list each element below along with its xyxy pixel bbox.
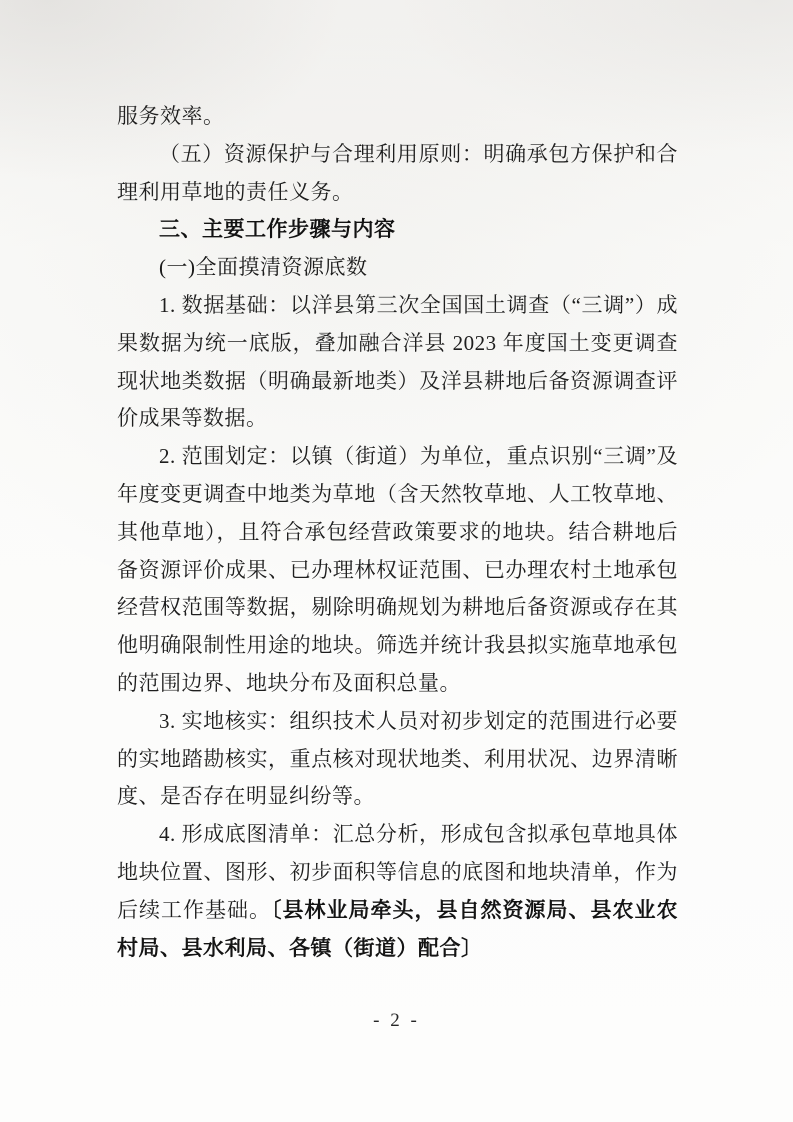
heading-main-work-steps: 三、主要工作步骤与内容 bbox=[159, 218, 396, 242]
paragraph-4-base-map-list bbox=[117, 816, 678, 967]
paragraph-2-scope-delineation: 2. 范围划定：以镇（街道）为单位，重点识别“三调”及年度变更调查中地类为草地（含天然牧草地、人工牧草地、其他草地），且符合承包经营政策要求的地块。结合耕地后备资源评价成果、已办理林权证范围、已办理农村土地承包经营权范围等数据，剔除明确规划为耕地后备资源或存在其他明确限制性用途的地块。筛选并统计我县拟实施草地承包的范围边界、地块分布及面积总量。 bbox=[117, 444, 678, 695]
page-number: - 2 - bbox=[373, 1010, 420, 1031]
paragraph-1-data-foundation: 1. 数据基础：以洋县第三次全国国土调查（“三调”）成果数据为统一底版，叠加融合洋县 2023 年度国土变更调查现状地类数据（明确最新地类）及洋县耕地后备资源调查评价成果等数据。 bbox=[117, 292, 678, 431]
paragraph-principle-five: （五）资源保护与合理利用原则：明确承包方保护和合理利用草地的责任义务。 bbox=[117, 141, 678, 204]
paragraph-3-field-verification: 3. 实地核实：组织技术人员对初步划定的范围进行必要的实地踏勘核实，重点核对现状地类、利用状况、边界清晰度、是否存在明显纠纷等。 bbox=[117, 708, 678, 809]
responsible-departments-note: 〔县林业局牵头，县自然资源局、县农业农村局、县水利局、各镇（街道）配合〕 bbox=[117, 897, 678, 960]
paragraph-service-efficiency-continuation: 服务效率。 bbox=[117, 104, 225, 128]
paragraph-4-body-text: 4. 形成底图清单：汇总分析，形成包含拟承包草地具体地块位置、图形、初步面积等信息的底图和地块清单，作为后续工作基础。 bbox=[117, 822, 678, 922]
heading-resource-baseline: (一)全面摸清资源底数 bbox=[159, 255, 368, 280]
document-body bbox=[117, 98, 678, 967]
